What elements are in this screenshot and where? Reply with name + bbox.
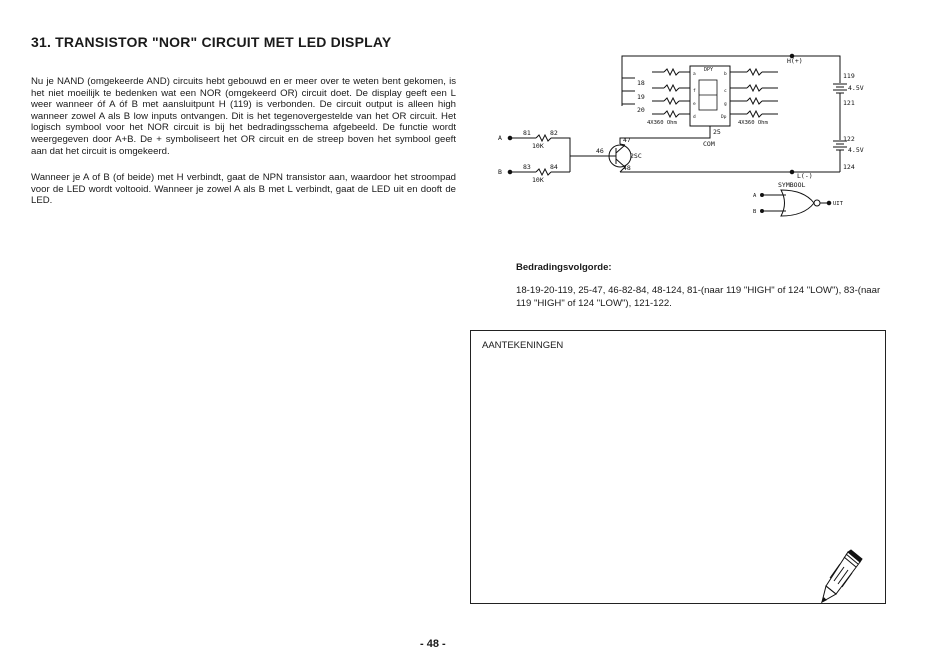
h-label: H(+) [787, 57, 803, 65]
seg-f: f [693, 89, 696, 94]
seg-d: d [693, 115, 696, 120]
pencil-icon [818, 548, 866, 608]
explanation-paragraph: Wanneer je A of B (of beide) met H verbindt, gaat de NPN transistor aan, waardoor het stroompad voor de LED wordt voltooid. Wanneer je zowel A als B met L verbindt, gaat de LED uit en dooft de LED. [31, 172, 456, 207]
pin-46: 46 [596, 147, 604, 155]
res-right-label: 4X360 Ohm [738, 120, 768, 126]
node-124: 124 [843, 163, 855, 171]
wiring-order-text: 18-19-20-119, 25-47, 46-82-84, 48-124, 81-(naar 119 "HIGH" of 124 "LOW"), 83-(naar 119 "HIGH" of 124 "LOW"), 121-122. [516, 285, 881, 309]
seg-c: c [724, 89, 727, 94]
battery1-label: 4.5V [848, 84, 864, 92]
battery2-label: 4.5V [848, 146, 864, 154]
pin-19: 19 [637, 93, 645, 101]
pin-84: 84 [550, 163, 558, 171]
l-label: L(-) [797, 172, 813, 180]
node-121: 121 [843, 99, 855, 107]
pin-82: 82 [550, 129, 558, 137]
seg-e: e [693, 102, 696, 107]
seg-g: g [724, 102, 727, 107]
seg-dp: Dp [721, 115, 727, 120]
circuit-schematic [492, 48, 882, 223]
input-a: A [498, 134, 502, 142]
pin-48: 48 [623, 164, 631, 172]
res-left-label: 4X360 Ohm [647, 120, 677, 126]
pin-20: 20 [637, 106, 645, 114]
node-119: 119 [843, 72, 855, 80]
dpy-label: DPY [704, 67, 714, 73]
symbool-label: SYMBOOL [778, 181, 806, 189]
page-title: 31. TRANSISTOR "NOR" CIRCUIT MET LED DISPLAY [31, 34, 392, 50]
sym-out: UIT [833, 201, 843, 207]
intro-paragraph: Nu je NAND (omgekeerde AND) circuits hebt gebouwd en er meer over te weten bent gekomen, is het niet moeilijk te bedenken wat een NOR (omgekeerd OR) circuit doet. De display geeft een L weer wanneer óf A óf B met aansluitpunt H (119) is verbonden. De circuit output is alleen high wanneer zowel A als B low inputs ontvangen. Dit is het tegenovergestelde van het OR circuit. Het logisch symbool voor het NOR circuit is bij het bedradingsschema afgebeeld. De functie wordt weergegeven door A+B. De + symboliseert het OR circuit en de streep boven het symbool geeft aan dat het circuit is omgekeerd. [31, 76, 456, 157]
pin-47: 47 [623, 136, 631, 144]
pin-25: 25 [713, 128, 721, 136]
pin-18: 18 [637, 79, 645, 87]
seg-b: b [724, 72, 727, 77]
sym-b: B [753, 209, 757, 215]
wiring-order-title: Bedradingsvolgorde: [516, 262, 612, 273]
page-number: - 48 - [420, 638, 446, 650]
notes-title: AANTEKENINGEN [482, 340, 564, 351]
transistor-label: 2SC [630, 152, 642, 160]
res-a-label: 10K [532, 142, 544, 150]
sym-a: A [753, 193, 757, 199]
res-b-label: 10K [532, 176, 544, 184]
input-b: B [498, 168, 502, 176]
com-label: COM [703, 140, 715, 148]
pin-81: 81 [523, 129, 531, 137]
node-122: 122 [843, 135, 855, 143]
pin-83: 83 [523, 163, 531, 171]
seg-a: a [693, 72, 696, 77]
